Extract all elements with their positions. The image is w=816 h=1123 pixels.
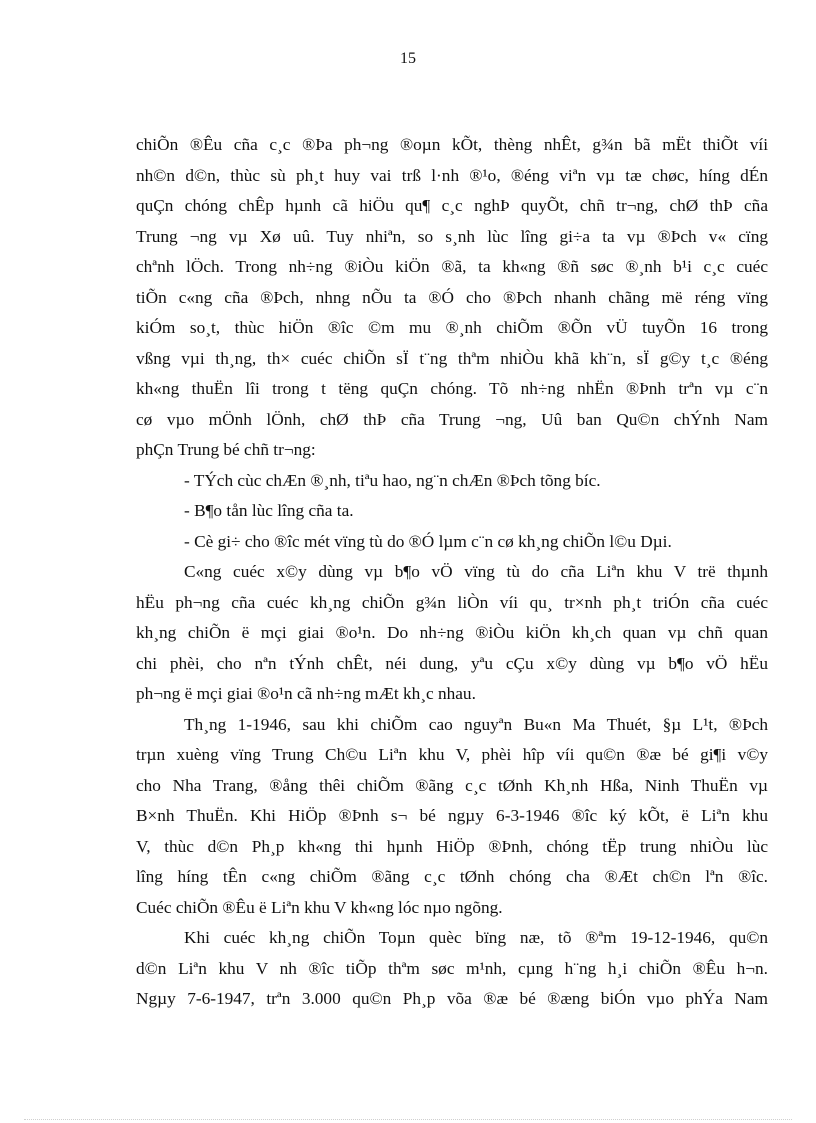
text-line: chiÕn ®Êu cña c¸c ®Þa ph¬ng ®oµn kÕt, thèng nhÊt, g¾n bã mËt thiÕt víi (136, 135, 768, 154)
text-line: phÇn Trung bé chñ tr¬ng: (136, 440, 316, 459)
text-line: quÇn chóng chÊp hµnh cã hiÖu qu¶ c¸c nghÞ quyÕt, chñ tr¬ng, chØ thÞ cña (136, 196, 768, 215)
page-bottom-divider (24, 1119, 792, 1120)
text-line: Trung ¬ng vµ Xø uû. Tuy nhiªn, so s¸nh lùc lîng gi÷a ta vµ ®Þch v« cïng (136, 226, 768, 246)
text-line: ph¬ng ë mçi giai ®o¹n cã nh÷ng mÆt kh¸c nhau. (136, 684, 476, 703)
text-line: Ngµy 7-6-1947, trªn 3.000 qu©n Ph¸p võa ®æ bé ®æng biÓn vµo phÝa Nam (136, 989, 768, 1008)
text-line: cho Nha Trang, ®ång thêi chiÕm ®ãng c¸c tØnh Kh¸nh Hßa, Ninh ThuËn vµ (136, 775, 768, 795)
bullet-line: - Cè gi÷ cho ®îc mét vïng tù do ®Ó lµm c¨n cø kh¸ng chiÕn l©u Dµi. (184, 531, 672, 551)
text-line: kh¸ng chiÕn ë mçi giai ®o¹n. Do nh÷ng ®iÒu kiÖn kh¸ch quan vµ chñ quan (136, 623, 768, 642)
text-line: chªnh lÖch. Trong nh÷ng ®iÒu kiÖn ®ã, ta kh«ng ®ñ søc ®¸nh b¹i c¸c cuéc (136, 257, 768, 276)
body-text (136, 130, 768, 1015)
text-line: tiÕn c«ng cña ®Þch, nhng nÕu ta ®Ó cho ®Þch nhanh chãng më réng vïng (136, 287, 768, 307)
bullet-line: - TÝch cùc chÆn ®¸nh, tiªu hao, ng¨n chÆn ®Þch tõng bíc. (184, 470, 601, 490)
paragraph-first-line: C«ng cuéc x©y dùng vµ b¶o vÖ vïng tù do cña Liªn khu V trë thµnh (184, 562, 768, 581)
text-line: d©n Liªn khu V nh ®îc tiÕp thªm søc m¹nh, cµng h¨ng h¸i chiÕn ®Êu h¬n. (136, 958, 768, 978)
text-line: trµn xuèng vïng Trung Ch©u Liªn khu V, phèi hîp víi qu©n ®æ bé gi¶i v©y (136, 745, 768, 764)
text-line: kiÓm so¸t, thùc hiÖn ®îc ©m mu ®¸nh chiÕm ®Õn vÜ tuyÕn 16 trong (136, 318, 768, 337)
text-line: hËu ph¬ng cña cuéc kh¸ng chiÕn g¾n liÒn víi qu¸ tr×nh ph¸t triÓn cña cuéc (136, 592, 768, 612)
bullet-line: - B¶o tån lùc lîng cña ta. (184, 501, 354, 520)
text-line: V, thùc d©n Ph¸p kh«ng thi hµnh HiÖp ®Þnh, chóng tËp trung nhiÒu lùc (136, 836, 768, 856)
text-line: cø vµo mÖnh lÖnh, chØ thÞ cña Trung ¬ng, Uû ban Qu©n chÝnh Nam (136, 409, 768, 429)
paragraph-first-line: Th¸ng 1-1946, sau khi chiÕm cao nguyªn Bu«n Ma Thuét, §µ L¹t, ®Þch (184, 714, 768, 734)
page-number: 15 (400, 50, 416, 67)
paragraph-first-line: Khi cuéc kh¸ng chiÕn Toµn quèc bïng næ, tõ ®ªm 19-12-1946, qu©n (184, 928, 768, 947)
text-line: B×nh ThuËn. Khi HiÖp ®Þnh s¬ bé ngµy 6-3-1946 ®îc ký kÕt, ë Liªn khu (136, 806, 768, 825)
text-line: nh©n d©n, thùc sù ph¸t huy vai trß l·nh ®¹o, ®éng viªn vµ tæ chøc, híng dÉn (136, 165, 768, 185)
text-line: vßng vµi th¸ng, th× cuéc chiÕn sÏ t¨ng thªm nhiÒu khã kh¨n, sÏ g©y t¸c ®éng (136, 348, 768, 368)
text-line: chi phèi, cho nªn tÝnh chÊt, néi dung, yªu cÇu x©y dùng vµ b¶o vÖ hËu (136, 653, 768, 673)
text-line: kh«ng thuËn lîi trong t tëng quÇn chóng. Tõ nh÷ng nhËn ®Þnh trªn vµ c¨n (136, 379, 768, 398)
text-line: lîng híng tÊn c«ng chiÕm ®ãng c¸c tØnh chóng cha ®Æt ch©n lªn ®îc. (136, 867, 768, 886)
text-line: Cuéc chiÕn ®Êu ë Liªn khu V kh«ng lóc nµo ngõng. (136, 897, 503, 917)
